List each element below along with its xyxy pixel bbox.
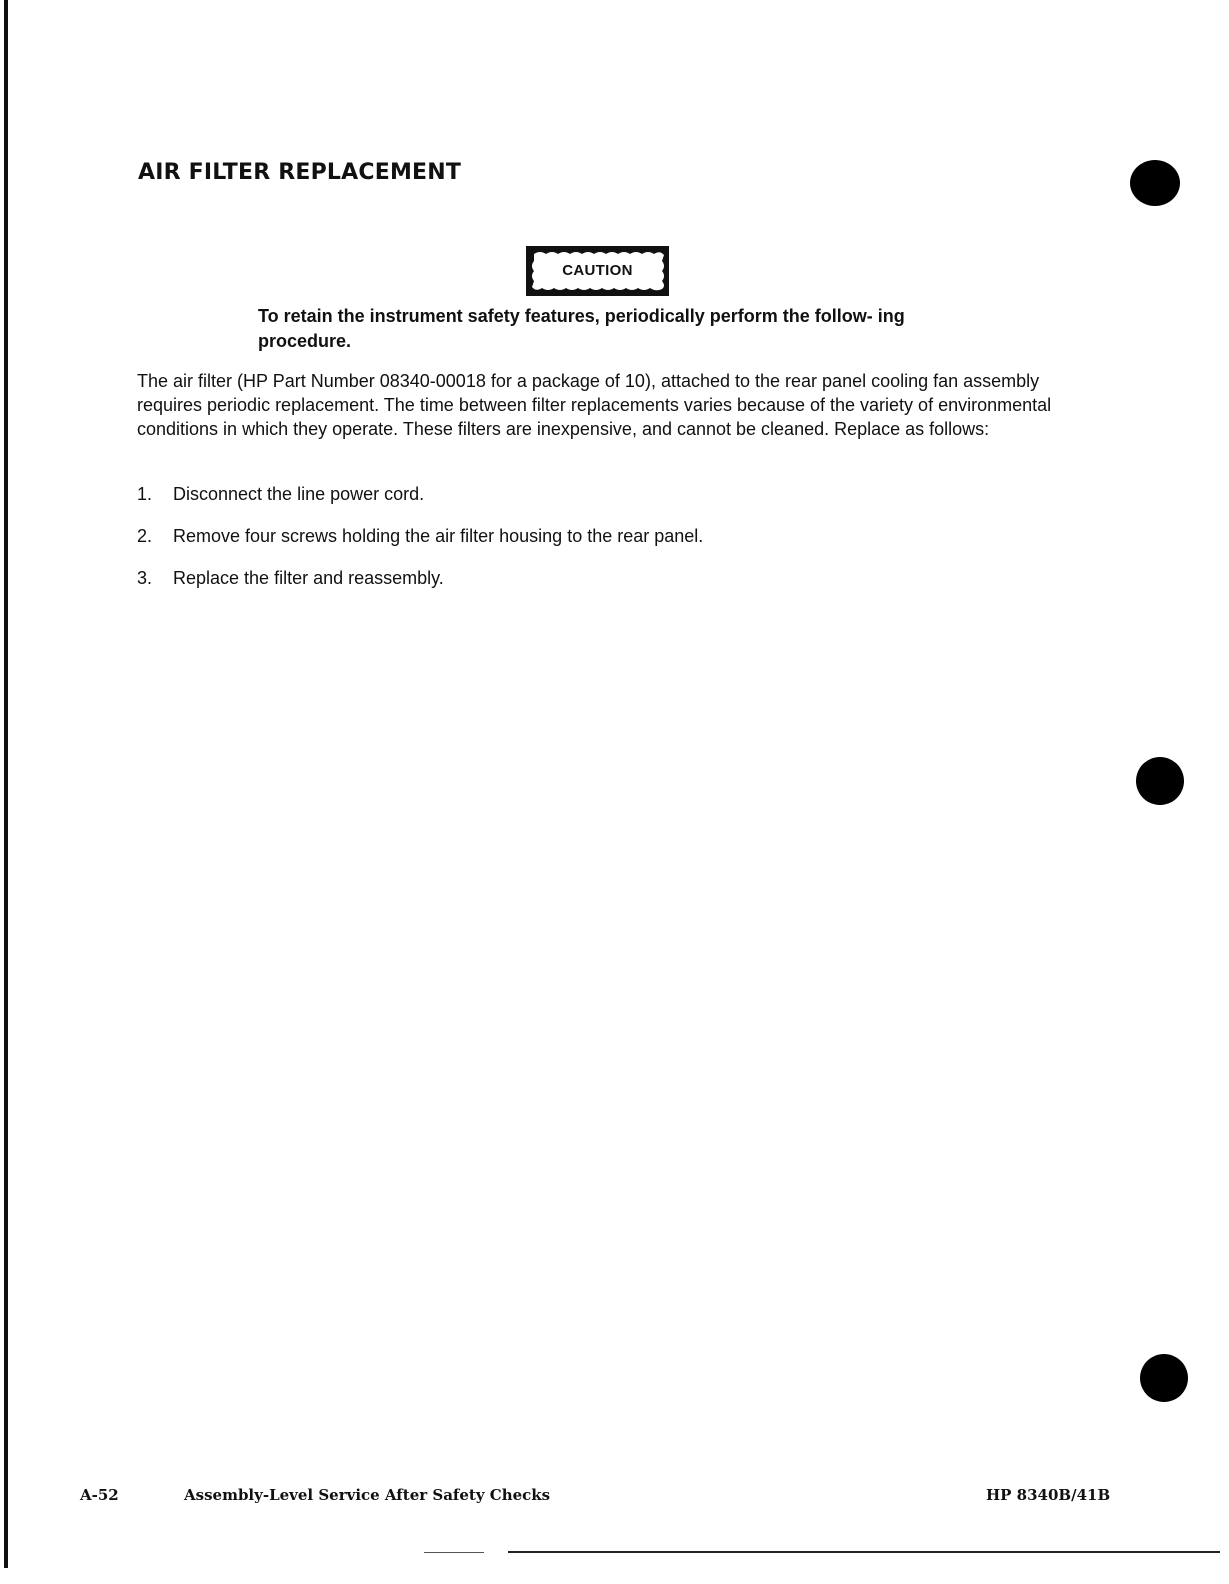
step-text: Disconnect the line power cord. (173, 484, 425, 504)
step-number: 1. (137, 484, 153, 504)
binder-hole-middle (1136, 757, 1184, 805)
page-left-edge (4, 0, 8, 1568)
step-text: Replace the filter and reassembly. (173, 568, 444, 588)
section-heading: AIR FILTER REPLACEMENT (138, 160, 462, 185)
caution-label: CAUTION (562, 262, 633, 279)
list-item (137, 523, 703, 565)
footer-page-number: A-52 (80, 1486, 119, 1504)
footer-title: Assembly-Level Service After Safety Checks (184, 1486, 551, 1504)
bottom-rule (508, 1551, 1220, 1553)
step-number: 2. (137, 526, 153, 546)
step-text: Remove four screws holding the air filter housing to the rear panel. (173, 526, 704, 546)
footer-model: HP 8340B/41B (986, 1486, 1111, 1504)
caution-text: To retain the instrument safety features, periodically perform the follow- ing procedure. (258, 306, 905, 351)
bottom-rule-fragment (424, 1552, 484, 1553)
step-number: 3. (137, 568, 153, 588)
binder-hole-bottom (1140, 1354, 1188, 1402)
list-item (137, 565, 703, 607)
body-paragraph: The air filter (HP Part Number 08340-00018 for a package of 10), attached to the rear panel cooling fan assembly requires periodic replacement. The time between filter replacements varies because of the variety of environmental conditions in which they operate. These filters are inexpensive, and cannot be cleaned. Replace as follows: (137, 371, 1052, 439)
binder-hole-top (1130, 160, 1180, 206)
caution-box (526, 246, 669, 296)
list-item (137, 481, 703, 523)
procedure-steps (137, 481, 703, 607)
